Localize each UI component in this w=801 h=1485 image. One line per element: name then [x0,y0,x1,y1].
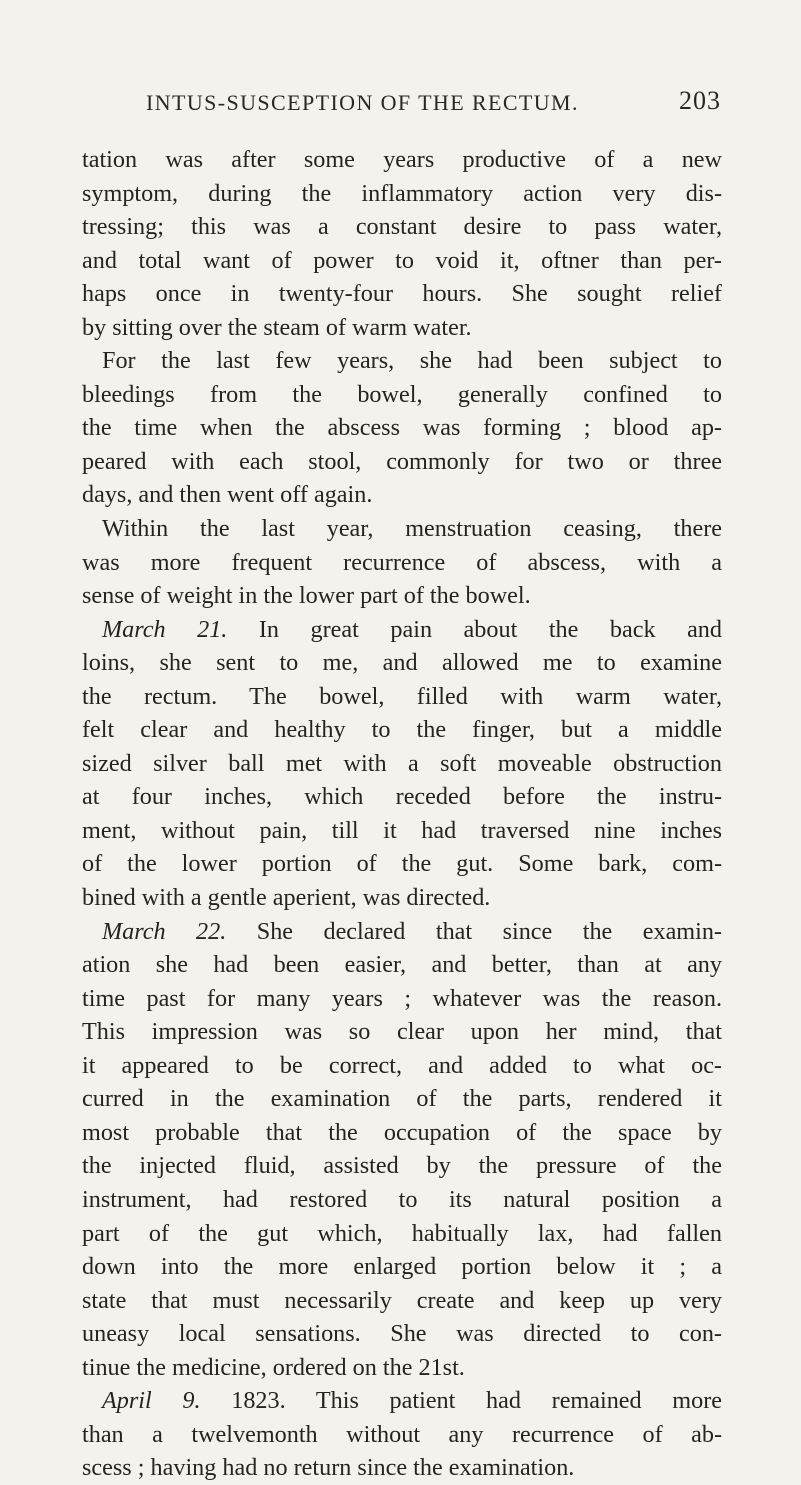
entry-text: In great pain about the back and [227,615,722,643]
text-line: part of the gut which, habitually lax, had fallen [82,1219,722,1247]
text-line: tressing; this was a constant desire to pass water, [82,213,722,241]
text-line: days, and then went off again. [82,481,373,509]
text-line: time past for many years ; whatever was the reason. [82,984,722,1012]
entry-date: March 21. [102,615,228,643]
text-line: ation she had been easier, and better, than at any [82,951,722,979]
text-line: ment, without pain, till it had traversed nine inches [82,816,722,844]
text-line: felt clear and healthy to the finger, but a middle [82,716,722,744]
text-line: Within the last year, menstruation ceasing, there [102,515,722,543]
text-line [82,1384,722,1418]
text-line: tation was after some years productive of a new [82,146,722,173]
text-line: For the last few years, she had been subject to [102,347,722,375]
text-line: loins, she sent to me, and allowed me to examine [82,649,722,677]
text-line: was more frequent recurrence of abscess, with a [82,548,722,576]
text-line: the injected fluid, assisted by the pressure of the [82,1152,722,1180]
body-text [82,143,722,1485]
text-line: curred in the examination of the parts, rendered it [82,1085,722,1113]
text-line: peared with each stool, commonly for two or three [82,447,722,475]
text-line: bleedings from the bowel, generally confined to [82,380,722,408]
entry-text: She declared that since the examin- [226,917,722,945]
text-line: sized silver ball met with a soft moveable obstruction [82,749,722,777]
text-line: uneasy local sensations. She was directed to con- [82,1320,722,1348]
page-number: 203 [679,86,721,115]
text-line: state that must necessarily create and keep up very [82,1286,722,1314]
text-line [82,613,722,647]
text-line: tinue the medicine, ordered on the 21st. [82,1353,465,1381]
text-line: it appeared to be correct, and added to what oc- [82,1051,722,1079]
text-line: of the lower portion of the gut. Some bark, com- [82,850,722,878]
running-head [146,76,721,116]
text-line: haps once in twenty-four hours. She sought relief [82,280,722,308]
text-line: the rectum. The bowel, filled with warm water, [82,682,722,710]
running-title: INTUS-SUSCEPTION OF THE RECTUM. [146,90,579,115]
entry-date: April 9. [102,1387,201,1415]
text-line: most probable that the occupation of the space by [82,1118,722,1146]
text-line: sense of weight in the lower part of the bowel. [82,582,531,610]
entry-date: March 22. [102,917,227,945]
entry-text: 1823. This patient had remained more [200,1387,722,1415]
text-line: down into the more enlarged portion below it ; a [82,1253,722,1281]
text-line: the time when the abscess was forming ; blood ap- [82,414,722,442]
text-line: This impression was so clear upon her mind, that [82,1018,722,1046]
text-line: at four inches, which receded before the instru- [82,783,722,811]
text-line: scess ; having had no return since the examination. [82,1454,575,1482]
text-line: than a twelvemonth without any recurrence of ab- [82,1420,722,1448]
text-line: bined with a gentle aperient, was directed. [82,884,491,912]
text-line: instrument, had restored to its natural position a [82,1185,722,1213]
text-line [82,915,722,949]
text-line: and total want of power to void it, oftner than per- [82,246,722,274]
text-line: by sitting over the steam of warm water. [82,313,472,341]
text-line: symptom, during the inflammatory action very dis- [82,179,722,207]
